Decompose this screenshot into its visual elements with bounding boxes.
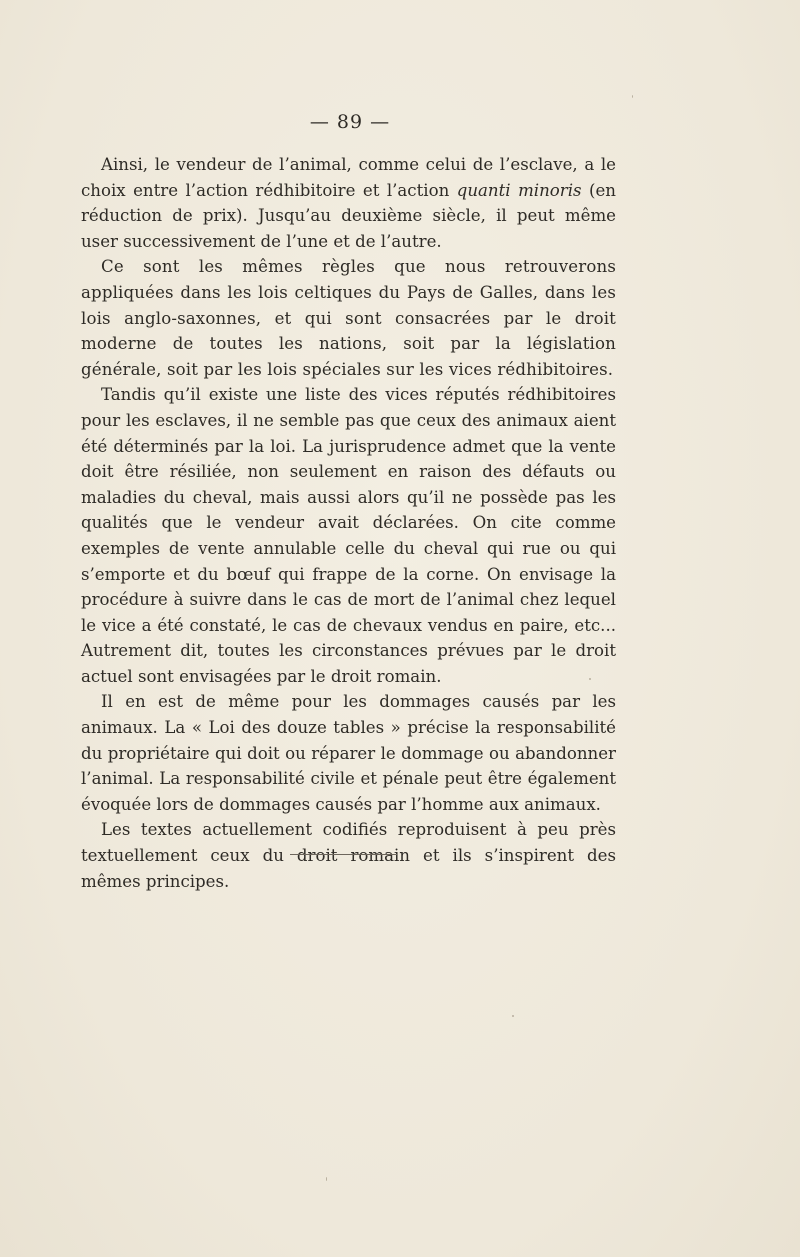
paper-speck	[326, 1177, 327, 1181]
paragraph-2: Ce sont les mêmes règles que nous retrouverons appliquées dans les lois celtiques du Pays de Galles, dans les lois anglo-saxonnes, et qui sont consacrées par le droit moderne de toutes les nations, soit par la législation générale, soit par les lois spéciales sur les vices rédhibitoires.	[81, 257, 616, 379]
paper-speck	[512, 1015, 514, 1017]
paragraph-1-latin-term: quanti minoris	[456, 180, 582, 200]
paragraph-1-text-after: (en réduction de prix). Jusqu’au deuxième siècle, il peut même user successivement de l’une et de l’autre.	[81, 180, 616, 251]
body-text	[81, 152, 616, 894]
paragraph-5: Les textes actuellement codifiés reproduisent à peu près textuellement ceux du droit romain et ils s’inspirent des mêmes principes.	[81, 820, 616, 891]
paragraph-1-text-before: Ainsi, le vendeur de l’animal, comme celui de l’esclave, a le choix entre l’action rédhibitoire et l’action	[81, 155, 616, 200]
paper-speck	[632, 95, 633, 98]
paragraph-4: Il en est de même pour les dommages causés par les animaux. La « Loi des douze tables » précise la responsabilité du propriétaire qui doit ou réparer le dommage ou abandonner l’animal. La responsabilité civile et pénale peut être également évoquée lors de dommages causés par l’homme aux animaux.	[81, 692, 616, 814]
paragraph-1	[81, 152, 616, 254]
closing-rule	[290, 854, 397, 855]
page-number: — 89 —	[309, 111, 391, 133]
paragraph-3: Tandis qu’il existe une liste des vices réputés rédhibitoires pour les esclaves, il ne semble pas que ceux des animaux aient été déterminés par la loi. La jurisprudence admet que la vente doit être résiliée, non seulement en raison des défauts ou maladies du cheval, mais aussi alors qu’il ne possède pas les qualités que le vendeur avait déclarées. On cite comme exemples de vente annulable celle du cheval qui rue ou qui s’emporte et du bœuf qui frappe de la corne. On envisage la procédure à suivre dans le cas de mort de l’animal chez lequel le vice a été constaté, le cas de chevaux vendus en paire, etc... Autrement dit, toutes les circonstances prévues par le droit actuel sont envisagées par le droit romain.	[81, 385, 616, 686]
paper-speck	[589, 678, 591, 680]
